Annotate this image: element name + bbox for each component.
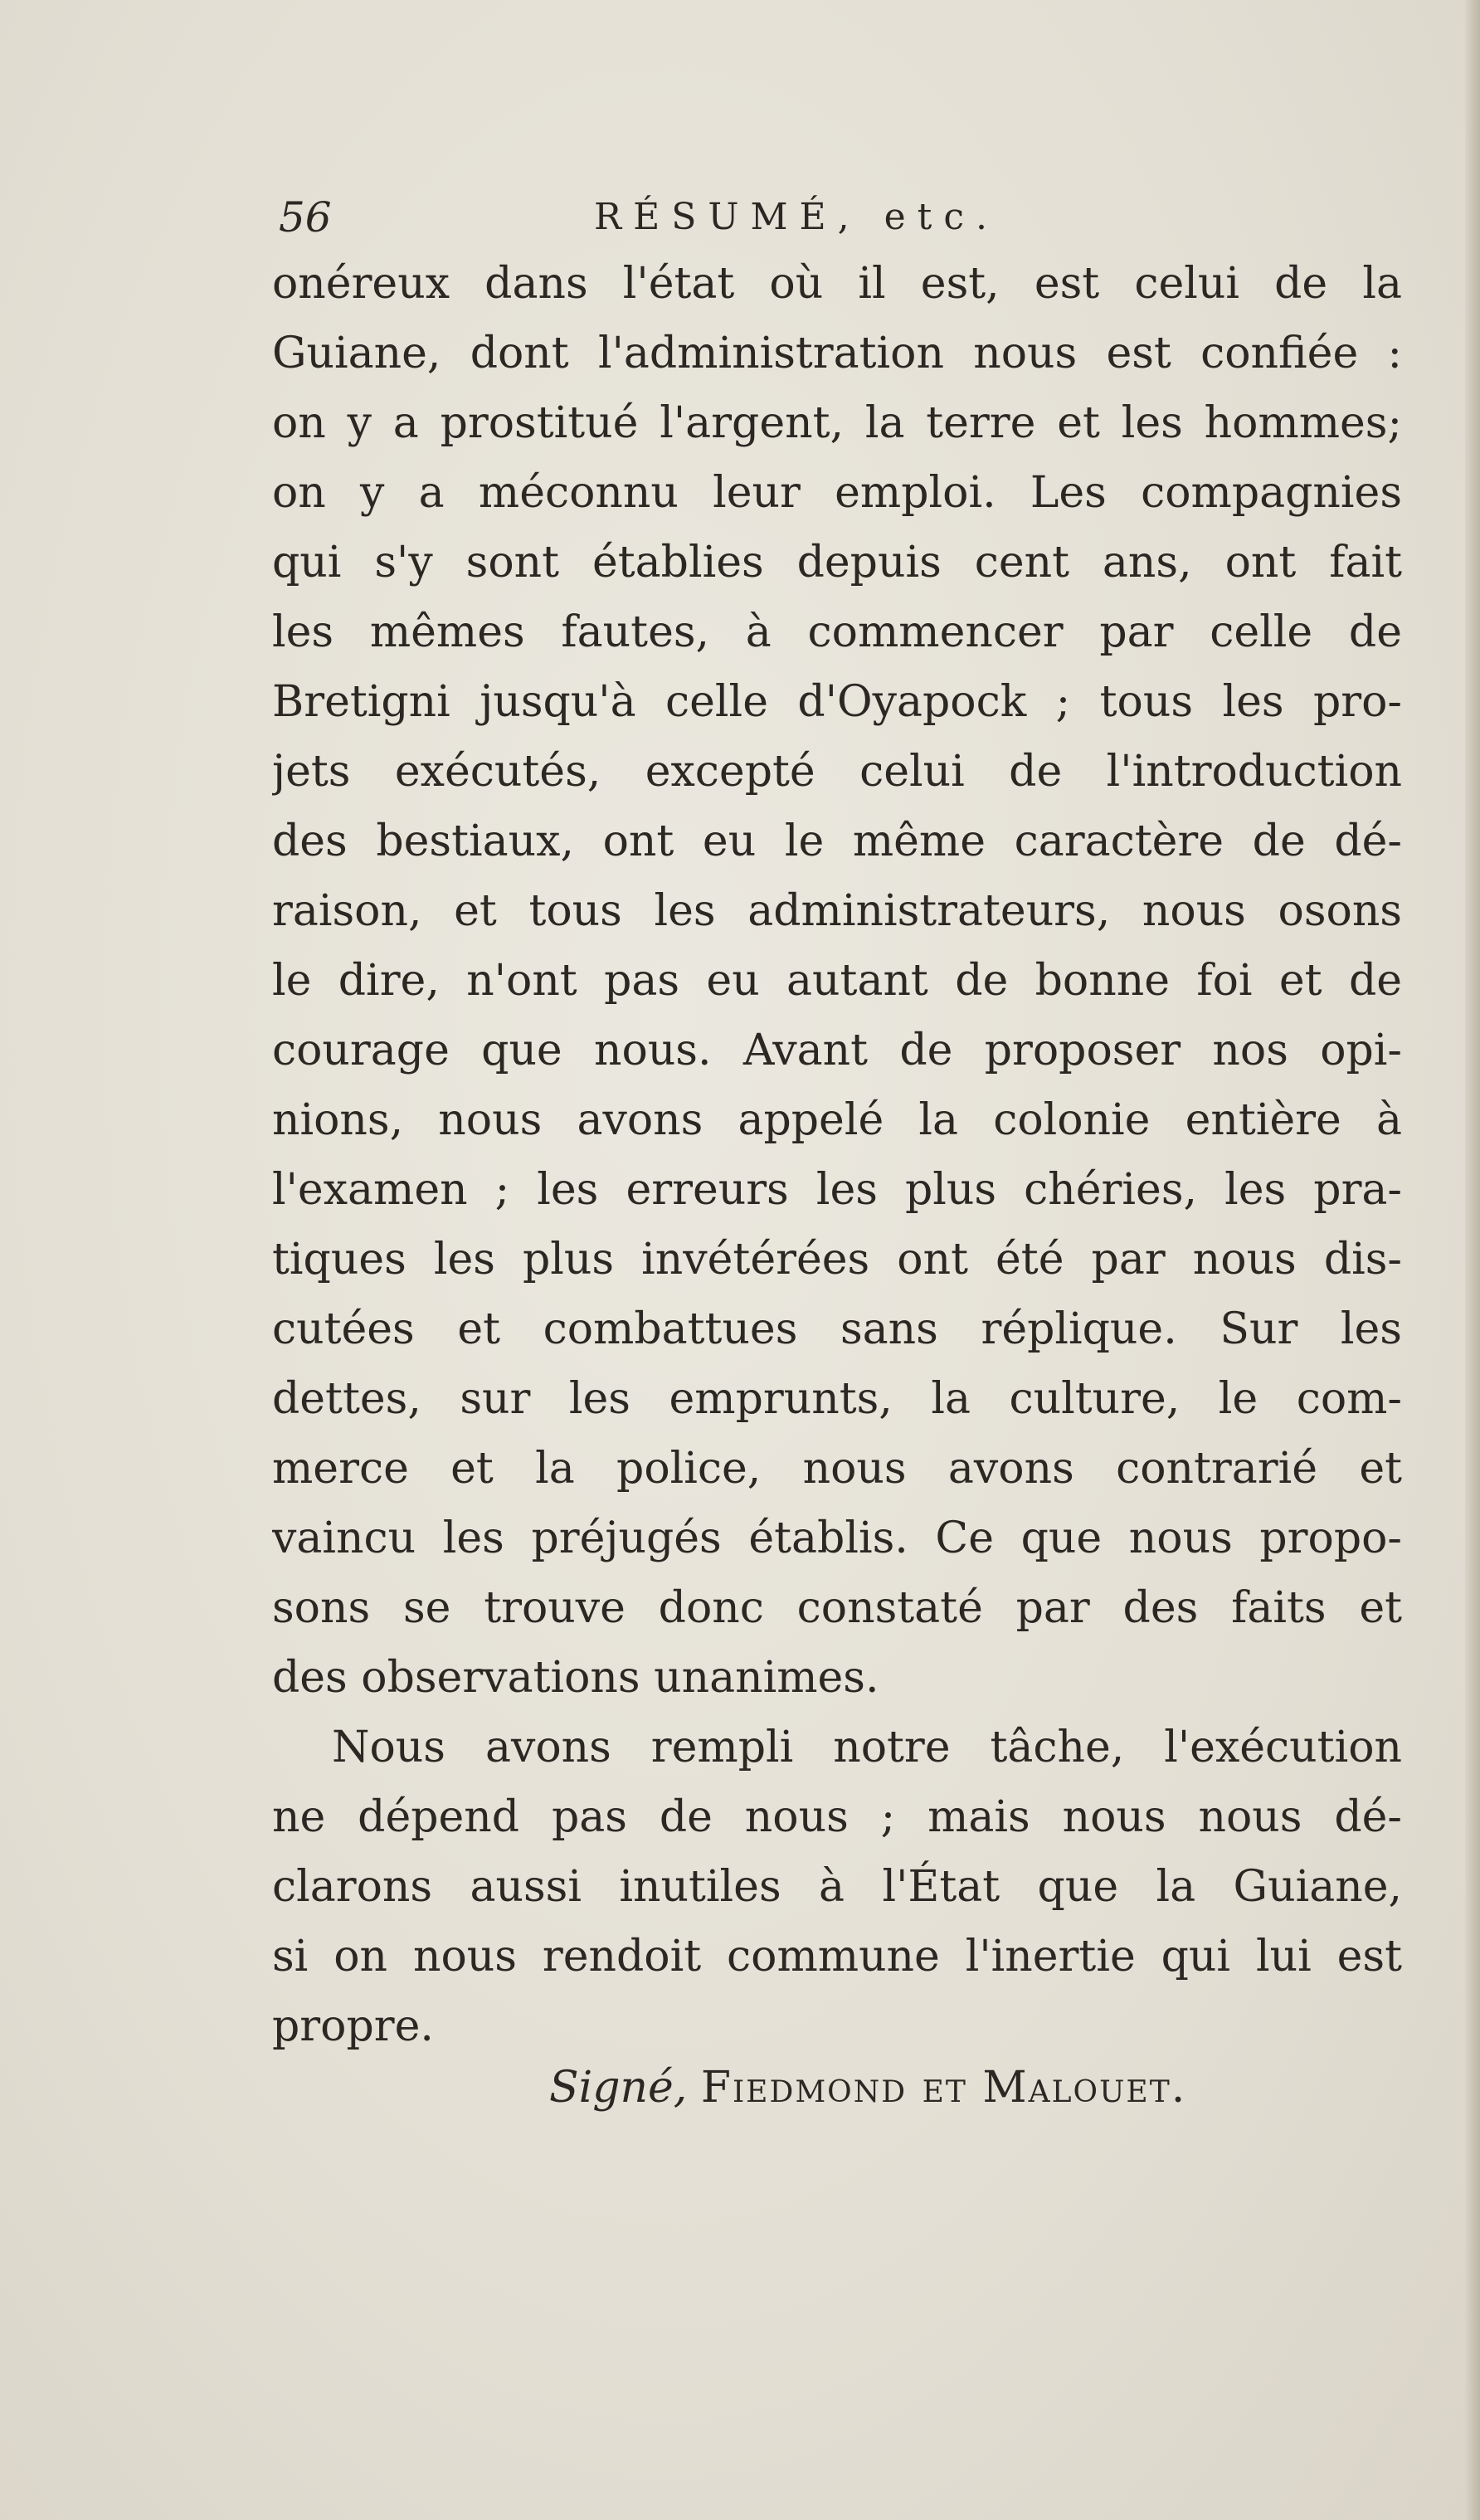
text-line: Guiane, dont l'administration nous est confiée : — [272, 329, 1402, 378]
text-line: dettes, sur les emprunts, la culture, le com- — [272, 1374, 1402, 1424]
text-line: on y a prostitué l'argent, la terre et les hommes; — [272, 398, 1402, 448]
signature — [549, 2053, 1395, 2123]
text-line: vaincu les préjugés établis. Ce que nous propo- — [272, 1513, 1402, 1563]
text-line: courage que nous. Avant de proposer nos opi- — [272, 1026, 1402, 1075]
text-line: des bestiaux, ont eu le même caractère de dé- — [272, 816, 1402, 866]
signature-names: Fiedmond et Malouet. — [700, 2063, 1187, 2113]
text-line: Bretigni jusqu'à celle d'Oyapock ; tous les pro- — [272, 677, 1402, 727]
text-line: ne dépend pas de nous ; mais nous nous dé- — [272, 1792, 1402, 1842]
text-line: jets exécutés, excepté celui de l'introduction — [272, 747, 1402, 797]
body-text — [272, 249, 1402, 2061]
running-head — [279, 184, 1137, 251]
text-line: le dire, n'ont pas eu autant de bonne foi et de — [272, 956, 1402, 1006]
text-line: propre. — [272, 2001, 434, 2051]
text-line: clarons aussi inutiles à l'État que la Guiane, — [272, 1862, 1402, 1912]
text-line: qui s'y sont établies depuis cent ans, ont fait — [272, 538, 1402, 587]
text-line: sons se trouve donc constaté par des faits et — [272, 1583, 1402, 1633]
text-line: les mêmes fautes, à commencer par celle de — [272, 607, 1402, 657]
page-number: 56 — [279, 193, 332, 241]
text-line: merce et la police, nous avons contrarié et — [272, 1444, 1402, 1494]
text-line-paragraph-start: Nous avons rempli notre tâche, l'exécution — [332, 1723, 1402, 1772]
text-line: raison, et tous les administrateurs, nous osons — [272, 886, 1402, 936]
text-line: si on nous rendoit commune l'inertie qui lui est — [272, 1932, 1402, 1981]
text-line: tiques les plus invétérées ont été par nous dis- — [272, 1235, 1402, 1284]
text-line: nions, nous avons appelé la colonie entière à — [272, 1095, 1402, 1145]
text-line: onéreux dans l'état où il est, est celui de la — [272, 259, 1402, 309]
signature-prefix: Signé, — [549, 2063, 688, 2113]
text-line: on y a méconnu leur emploi. Les compagnies — [272, 468, 1402, 518]
text-line: l'examen ; les erreurs les plus chéries, les pra- — [272, 1165, 1402, 1215]
text-line: cutées et combattues sans réplique. Sur les — [272, 1304, 1402, 1354]
running-head-title: RÉSUMÉ, etc. — [594, 196, 999, 238]
page-edge — [1465, 0, 1480, 2520]
text-line: des observations unanimes. — [272, 1653, 879, 1703]
